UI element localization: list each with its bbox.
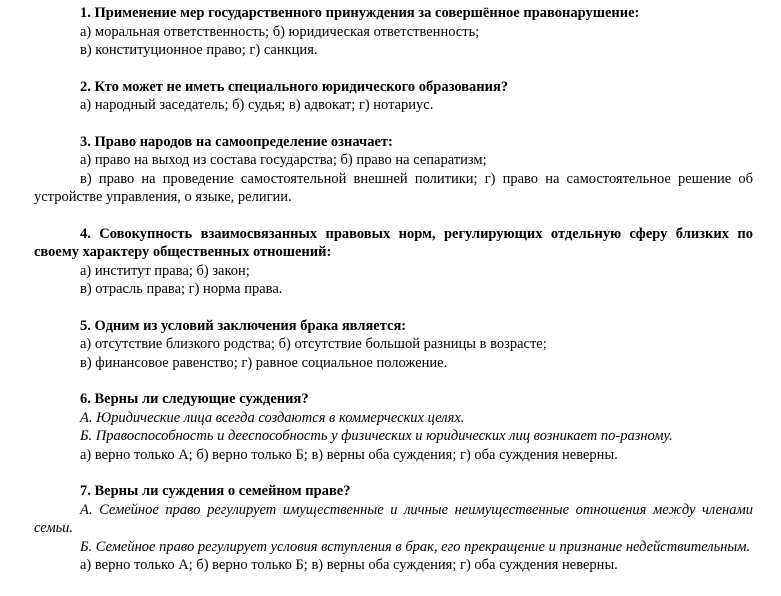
question-title: 5. Одним из условий заключения брака является: bbox=[80, 317, 407, 334]
answer-line: а) институт права; б) закон; bbox=[80, 262, 250, 279]
question-6 bbox=[34, 390, 753, 464]
question-title: 1. Применение мер государственного принуждения за совершённое правонарушение: bbox=[80, 5, 640, 21]
answer-line: в) право на проведение самостоятельной внешней политики; г) право на самостоятельное решение об устройстве управления, о языке, религии. bbox=[34, 170, 753, 205]
question-title: 2. Кто может не иметь специального юридического образования? bbox=[80, 78, 509, 95]
answer-line: а) верно только А; б) верно только Б; в) верны оба суждения; г) оба суждения неверны. bbox=[80, 557, 618, 573]
question-5 bbox=[34, 317, 753, 373]
answer-line: а) моральная ответственность; б) юридическая ответственность; bbox=[80, 23, 480, 40]
question-title: 7. Верны ли суждения о семейном праве? bbox=[80, 483, 351, 499]
answer-line: в) конституционное право; г) санкция. bbox=[80, 42, 318, 58]
question-title: 6. Верны ли следующие суждения? bbox=[80, 391, 309, 407]
answer-line: а) право на выход из состава государства; б) право на сепаратизм; bbox=[80, 152, 487, 168]
question-7 bbox=[34, 482, 753, 575]
statement-line: А. Семейное право регулирует имущественные и личные неимущественные отношения между членами семьи. bbox=[34, 501, 753, 536]
answer-line: в) отрасль права; г) норма права. bbox=[80, 281, 283, 297]
statement-line: Б. Семейное право регулирует условия вступления в брак, его прекращение и признание недействительным. bbox=[80, 538, 751, 555]
question-4 bbox=[34, 225, 753, 299]
statement-line: А. Юридические лица всегда создаются в коммерческих целях. bbox=[80, 409, 465, 426]
statement-line: Б. Правоспособность и дееспособность у физических и юридических лиц возникает по-разному. bbox=[80, 428, 673, 444]
question-2 bbox=[34, 78, 753, 115]
question-1 bbox=[34, 4, 753, 60]
answer-line: а) отсутствие близкого родства; б) отсутствие большой разницы в возрасте; bbox=[80, 336, 547, 352]
answer-line: а) верно только А; б) верно только Б; в) верны оба суждения; г) оба суждения неверны. bbox=[80, 446, 618, 463]
question-title: 4. Совокупность взаимосвязанных правовых норм, регулирующих отдельную сферу близких по своему характеру общественных отношений: bbox=[34, 225, 753, 260]
question-title: 3. Право народов на самоопределение означает: bbox=[80, 133, 393, 150]
answer-line: а) народный заседатель; б) судья; в) адвокат; г) нотариус. bbox=[80, 97, 434, 113]
question-3 bbox=[34, 133, 753, 207]
answer-line: в) финансовое равенство; г) равное социальное положение. bbox=[80, 354, 448, 371]
